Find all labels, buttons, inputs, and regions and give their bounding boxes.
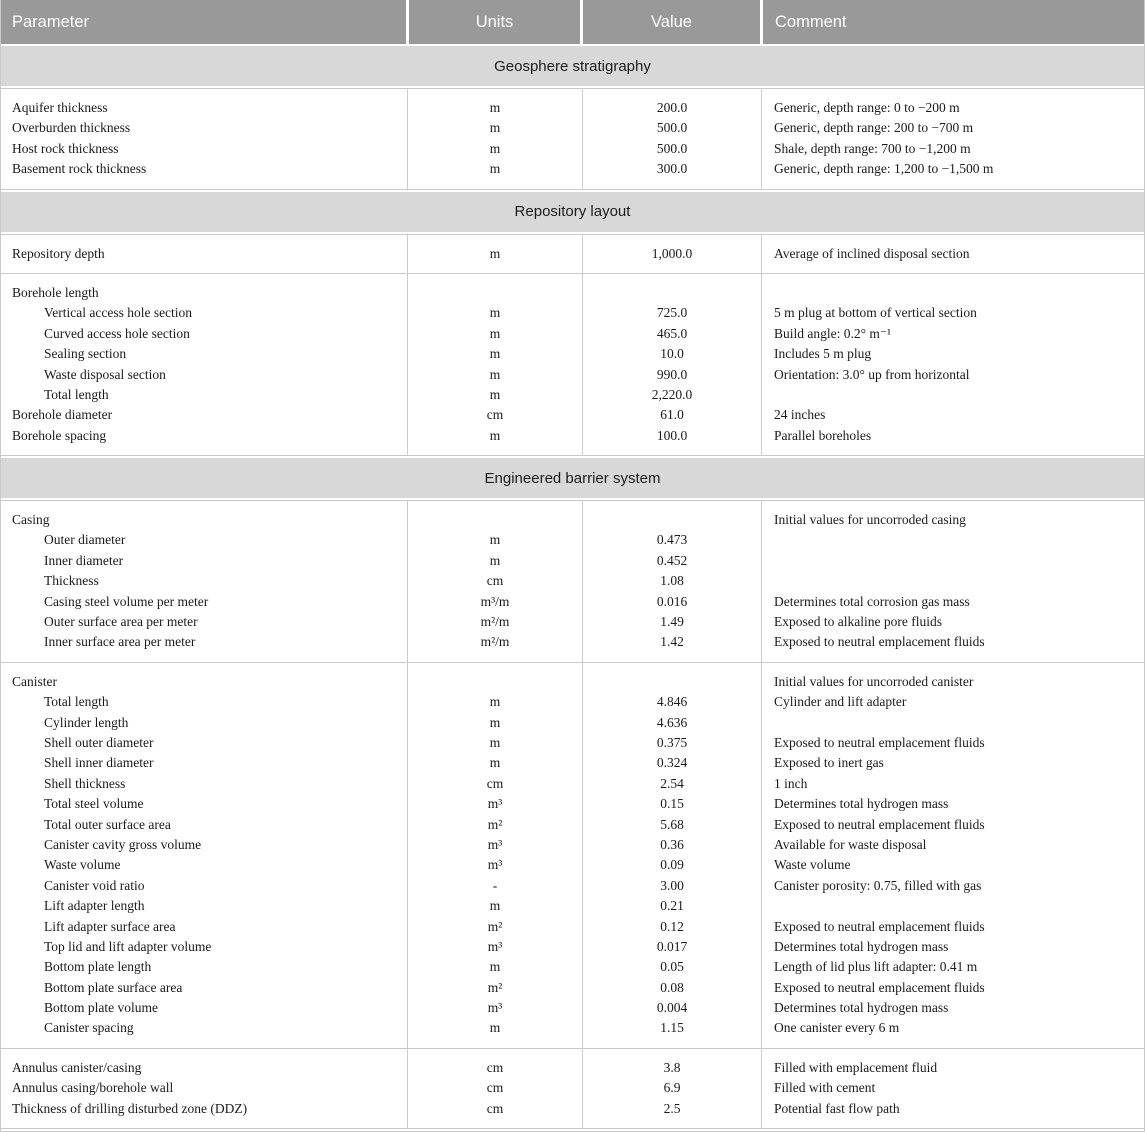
units-cell: m	[489, 552, 501, 568]
units-cell: -	[492, 877, 498, 893]
value-cell: 300.0	[656, 161, 688, 177]
param-cell: Outer diameter	[44, 532, 126, 548]
param-cell: Canister	[12, 673, 57, 689]
value-cell: 0.15	[660, 796, 684, 812]
comment-cell: Generic, depth range: 200 to −700 m	[774, 120, 974, 136]
param-cell: Bottom plate surface area	[44, 979, 183, 995]
value-column	[583, 1049, 762, 1128]
comment-cell: Initial values for uncorroded canister	[774, 673, 974, 689]
value-cell	[583, 672, 761, 692]
value-cell: 0.017	[656, 938, 688, 954]
value-cell: 0.452	[656, 552, 688, 568]
comment-cell: Exposed to inert gas	[774, 755, 884, 771]
comment-column	[762, 235, 1144, 273]
param-cell: Aquifer thickness	[12, 100, 108, 115]
row-group	[1, 662, 1144, 1049]
value-cell: 0.324	[656, 755, 688, 771]
column-header-parameter: Parameter	[1, 0, 406, 44]
units-cell: m	[489, 694, 501, 710]
value-cell: 1.08	[660, 573, 684, 589]
units-cell: cm	[486, 1059, 504, 1075]
units-column	[408, 1049, 583, 1128]
comment-cell	[762, 551, 1144, 571]
units-cell: m²/m	[480, 614, 510, 630]
value-cell: 10.0	[660, 346, 684, 362]
value-cell: 0.004	[656, 1000, 688, 1016]
comment-cell: Exposed to alkaline pore fluids	[774, 614, 942, 630]
param-column	[1, 274, 408, 455]
param-column	[1, 235, 408, 273]
value-column	[583, 235, 762, 273]
value-cell: 0.09	[660, 857, 684, 873]
comment-cell	[762, 283, 1144, 303]
comment-cell: Exposed to neutral emplacement fluids	[774, 918, 985, 934]
value-cell: 0.08	[660, 979, 684, 995]
comment-cell: Waste volume	[774, 857, 851, 873]
comment-cell: Exposed to neutral emplacement fluids	[774, 634, 985, 650]
comment-cell: Orientation: 3.0° up from horizontal	[774, 366, 970, 382]
row-group	[1, 88, 1144, 190]
param-cell: Borehole diameter	[12, 407, 113, 423]
param-cell: Total length	[44, 694, 109, 710]
comment-cell: Initial values for uncorroded casing	[774, 512, 966, 528]
units-cell: m	[489, 140, 501, 156]
units-cell: m³	[487, 1000, 503, 1016]
units-cell: m³/m	[480, 593, 510, 609]
value-cell: 2,220.0	[651, 386, 693, 402]
param-cell: Canister cavity gross volume	[44, 836, 202, 852]
column-header-comment: Comment	[763, 0, 1144, 44]
value-cell: 200.0	[656, 100, 688, 115]
param-cell: Inner surface area per meter	[44, 634, 196, 650]
param-cell: Total outer surface area	[44, 816, 171, 832]
comment-cell: 24 inches	[774, 407, 826, 423]
comment-cell: Determines total hydrogen mass	[774, 796, 949, 812]
param-column	[1, 1049, 408, 1128]
comment-column	[762, 274, 1144, 455]
units-cell	[408, 283, 582, 303]
comment-cell: 1 inch	[774, 775, 808, 791]
value-cell: 0.21	[660, 898, 684, 914]
table-header-row	[1, 0, 1144, 44]
param-cell: Bottom plate volume	[44, 1000, 158, 1016]
units-cell: m²	[487, 816, 503, 832]
param-cell: Overburden thickness	[12, 120, 131, 136]
value-cell: 3.00	[660, 877, 684, 893]
comment-cell: Available for waste disposal	[774, 836, 927, 852]
units-cell: m	[489, 959, 501, 975]
units-cell: m	[489, 734, 501, 750]
row-group	[1, 234, 1144, 274]
param-cell: Cylinder length	[44, 714, 129, 730]
comment-cell: Determines total hydrogen mass	[774, 1000, 949, 1016]
param-cell: Sealing section	[44, 346, 127, 362]
units-cell: cm	[486, 407, 504, 423]
value-cell: 4.636	[656, 714, 688, 730]
param-cell: Curved access hole section	[44, 325, 190, 341]
value-cell: 0.016	[656, 593, 688, 609]
param-cell: Shell thickness	[44, 775, 126, 791]
units-cell: m	[489, 366, 501, 382]
param-cell: Bottom plate length	[44, 959, 152, 975]
units-column	[408, 235, 583, 273]
comment-cell: Build angle: 0.2° m⁻¹	[774, 325, 892, 341]
comment-cell	[762, 571, 1144, 591]
value-cell: 1,000.0	[651, 245, 693, 261]
units-cell: m	[489, 755, 501, 771]
param-cell: Vertical access hole section	[44, 305, 193, 321]
param-cell: Inner diameter	[44, 552, 124, 568]
units-cell: m²	[487, 918, 503, 934]
value-cell: 990.0	[656, 366, 688, 382]
units-cell: m	[489, 161, 501, 177]
value-cell: 0.05	[660, 959, 684, 975]
comment-column	[762, 501, 1144, 662]
units-column	[408, 663, 583, 1048]
param-cell: Canister spacing	[44, 1020, 134, 1036]
units-cell: m²/m	[480, 634, 510, 650]
param-column	[1, 663, 408, 1048]
units-cell: m	[489, 1020, 501, 1036]
units-cell: m	[489, 325, 501, 341]
param-cell: Shell inner diameter	[44, 755, 154, 771]
units-cell: m	[489, 714, 501, 730]
param-cell: Borehole length	[12, 284, 99, 300]
param-column	[1, 89, 408, 189]
param-cell: Total steel volume	[44, 796, 144, 812]
comment-cell: Canister porosity: 0.75, filled with gas	[774, 877, 982, 893]
comment-cell: Exposed to neutral emplacement fluids	[774, 734, 985, 750]
value-cell: 1.42	[660, 634, 684, 650]
value-cell: 3.8	[663, 1059, 681, 1075]
value-cell: 0.36	[660, 836, 684, 852]
units-cell: m	[489, 100, 501, 115]
units-cell: m	[489, 532, 501, 548]
units-column	[408, 274, 583, 455]
value-cell: 6.9	[663, 1080, 681, 1096]
units-cell: m²	[487, 979, 503, 995]
param-cell: Canister void ratio	[44, 877, 145, 893]
comment-cell: Filled with cement	[774, 1080, 876, 1096]
comment-cell: Includes 5 m plug	[774, 346, 872, 362]
comment-cell: Generic, depth range: 1,200 to −1,500 m	[774, 161, 994, 177]
comment-cell: Parallel boreholes	[774, 427, 872, 443]
value-cell: 0.473	[656, 532, 688, 548]
param-cell: Annulus canister/casing	[12, 1059, 142, 1075]
comment-cell: Generic, depth range: 0 to −200 m	[774, 100, 960, 115]
units-cell: cm	[486, 573, 504, 589]
units-cell: m³	[487, 836, 503, 852]
units-column	[408, 501, 583, 662]
comment-cell	[762, 896, 1144, 916]
value-cell: 0.12	[660, 918, 684, 934]
comment-cell: Average of inclined disposal section	[774, 245, 970, 261]
section-header: Geosphere stratigraphy	[1, 46, 1144, 86]
value-cell: 2.54	[660, 775, 684, 791]
param-cell: Outer surface area per meter	[44, 614, 198, 630]
value-cell: 100.0	[656, 427, 688, 443]
value-cell: 1.15	[660, 1020, 684, 1036]
param-cell: Total length	[44, 386, 109, 402]
comment-cell: One canister every 6 m	[774, 1020, 900, 1036]
param-cell: Casing	[12, 512, 50, 528]
units-cell: m	[489, 305, 501, 321]
param-cell: Waste disposal section	[44, 366, 166, 382]
units-cell	[408, 672, 582, 692]
value-cell: 61.0	[660, 407, 684, 423]
comment-column	[762, 663, 1144, 1048]
param-cell: Lift adapter surface area	[44, 918, 176, 934]
param-cell: Repository depth	[12, 245, 105, 261]
comment-cell: Potential fast flow path	[774, 1100, 900, 1116]
param-cell: Top lid and lift adapter volume	[44, 938, 212, 954]
value-cell	[583, 510, 761, 530]
param-cell: Lift adapter length	[44, 898, 145, 914]
units-cell: m	[489, 427, 501, 443]
comment-cell: Shale, depth range: 700 to −1,200 m	[774, 140, 971, 156]
comment-cell: 5 m plug at bottom of vertical section	[774, 305, 977, 321]
units-cell: m	[489, 245, 501, 261]
units-cell: m³	[487, 796, 503, 812]
param-cell: Basement rock thickness	[12, 161, 147, 177]
value-cell: 725.0	[656, 305, 688, 321]
comment-cell	[762, 530, 1144, 550]
param-cell: Casing steel volume per meter	[44, 593, 209, 609]
value-cell: 500.0	[656, 140, 688, 156]
value-column	[583, 89, 762, 189]
comment-cell: Length of lid plus lift adapter: 0.41 m	[774, 959, 978, 975]
units-cell: cm	[486, 1100, 504, 1116]
comment-column	[762, 89, 1144, 189]
table-body	[1, 46, 1144, 1129]
units-cell: m	[489, 346, 501, 362]
value-column	[583, 663, 762, 1048]
comment-cell: Determines total hydrogen mass	[774, 938, 949, 954]
row-group	[1, 273, 1144, 456]
column-header-units: Units	[409, 0, 580, 44]
comment-cell: Exposed to neutral emplacement fluids	[774, 979, 985, 995]
units-cell: m	[489, 898, 501, 914]
comment-cell	[762, 385, 1144, 405]
comment-cell: Filled with emplacement fluid	[774, 1059, 938, 1075]
units-cell: m³	[487, 857, 503, 873]
value-column	[583, 501, 762, 662]
param-column	[1, 501, 408, 662]
comment-cell: Determines total corrosion gas mass	[774, 593, 970, 609]
units-cell	[408, 510, 582, 530]
row-group	[1, 500, 1144, 663]
units-column	[408, 89, 583, 189]
units-cell: m	[489, 120, 501, 136]
value-cell: 500.0	[656, 120, 688, 136]
comment-column	[762, 1049, 1144, 1128]
param-cell: Borehole spacing	[12, 427, 107, 443]
comment-cell: Exposed to neutral emplacement fluids	[774, 816, 985, 832]
units-cell: m³	[487, 938, 503, 954]
param-cell: Annulus casing/borehole wall	[12, 1080, 174, 1096]
value-cell: 465.0	[656, 325, 688, 341]
units-cell: cm	[486, 775, 504, 791]
comment-cell: Cylinder and lift adapter	[774, 694, 907, 710]
row-group	[1, 1048, 1144, 1129]
param-cell: Thickness of drilling disturbed zone (DDZ)	[12, 1100, 248, 1116]
param-cell: Waste volume	[44, 857, 121, 873]
section-header: Engineered barrier system	[1, 458, 1144, 498]
param-cell: Thickness	[44, 573, 99, 589]
column-header-value: Value	[583, 0, 760, 44]
param-cell: Host rock thickness	[12, 140, 119, 156]
units-cell: cm	[486, 1080, 504, 1096]
value-cell: 2.5	[663, 1100, 681, 1116]
section-header: Repository layout	[1, 192, 1144, 232]
units-cell: m	[489, 386, 501, 402]
value-cell	[583, 283, 761, 303]
comment-cell	[762, 713, 1144, 733]
value-cell: 5.68	[660, 816, 684, 832]
value-column	[583, 274, 762, 455]
value-cell: 1.49	[660, 614, 684, 630]
param-cell: Shell outer diameter	[44, 734, 154, 750]
value-cell: 4.846	[656, 694, 688, 710]
value-cell: 0.375	[656, 734, 688, 750]
